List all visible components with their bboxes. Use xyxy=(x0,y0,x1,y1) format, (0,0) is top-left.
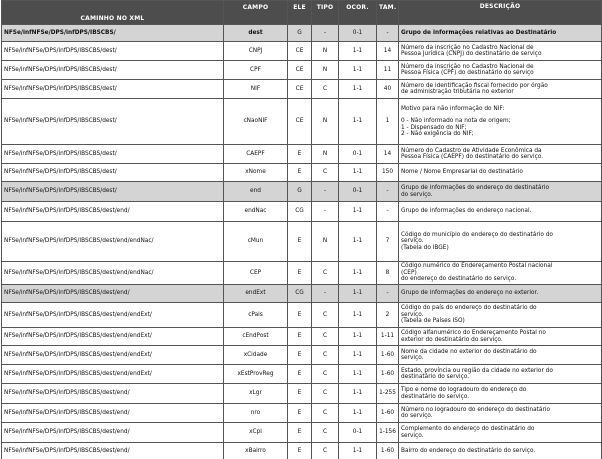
occurrence-cell: 1-1 xyxy=(339,99,377,145)
occurrence-cell: 1-1 xyxy=(339,365,377,384)
occurrence-cell: 1-1 xyxy=(339,384,377,404)
header-path: CAMINHO NO XML xyxy=(2,1,224,25)
field-cell: dest xyxy=(224,25,288,42)
field-cell: cPais xyxy=(224,303,288,328)
table-body xyxy=(2,25,602,459)
ele-cell: E xyxy=(288,365,312,384)
description-line: 0 - Não informado na nota de origem; xyxy=(401,118,511,125)
size-cell: 1-60 xyxy=(377,346,399,365)
type-cell: C xyxy=(312,303,339,328)
ele-cell: E xyxy=(288,328,312,346)
description-cell xyxy=(399,328,602,346)
description-cell xyxy=(399,164,602,182)
description-line: Bairro do endereço do destinatário do serviço. xyxy=(401,448,536,455)
type-cell: C xyxy=(312,423,339,443)
size-cell: 1-60 xyxy=(377,404,399,423)
field-cell: endNac xyxy=(224,202,288,222)
occurrence-cell: 1-1 xyxy=(339,303,377,328)
size-cell: 14 xyxy=(377,145,399,164)
description-cell xyxy=(399,384,602,404)
field-cell: CEP xyxy=(224,262,288,285)
path-cell: NFSe/infNFSe/DPS/infDPS/IBSCBS/dest/end/endNac/ xyxy=(2,222,224,262)
field-cell: cEndPost xyxy=(224,328,288,346)
field-cell: xLgr xyxy=(224,384,288,404)
description-line: Nome da cidade no exterior do destinatário do xyxy=(401,348,537,355)
table-row xyxy=(2,365,602,384)
occurrence-cell: 1-1 xyxy=(339,202,377,222)
size-cell: 14 xyxy=(377,42,399,61)
description-line: Tipo e nome do logradouro do endereço do xyxy=(401,387,527,394)
type-cell: N xyxy=(312,61,339,80)
description-cell xyxy=(399,404,602,423)
field-cell: CPF xyxy=(224,61,288,80)
description-line: Número do Cadastro de Atividade Econômica da xyxy=(401,147,542,154)
description-line: Número da inscrição no Cadastro Nacional de xyxy=(401,44,534,51)
description-line: serviço. xyxy=(401,238,424,245)
ele-cell: E xyxy=(288,145,312,164)
type-cell: C xyxy=(312,262,339,285)
field-cell: xNome xyxy=(224,164,288,182)
size-cell: 11 xyxy=(377,61,399,80)
ele-cell: E xyxy=(288,222,312,262)
size-cell: - xyxy=(377,25,399,42)
path-cell: NFSe/infNFSe/DPS/infDPS/IBSCBS/ xyxy=(2,25,224,42)
description-cell xyxy=(399,423,602,443)
size-cell: 1 xyxy=(377,99,399,145)
occurrence-cell: 1-1 xyxy=(339,443,377,459)
description-line: (Tabela de Países ISO) xyxy=(401,318,465,325)
description-cell xyxy=(399,145,602,164)
ele-cell: CG xyxy=(288,285,312,303)
description-cell xyxy=(399,61,602,80)
description-line: Estado, província ou região da cidade no exterior do xyxy=(401,367,553,374)
path-cell: NFSe/infNFSe/DPS/infDPS/IBSCBS/dest/end/ xyxy=(2,443,224,459)
table-row xyxy=(2,262,602,285)
description-line: (Tabela do IBGE) xyxy=(401,244,449,251)
size-cell: 8 xyxy=(377,262,399,285)
type-cell: - xyxy=(312,25,339,42)
table-row xyxy=(2,80,602,99)
description-line: Grupo de informações do endereço nacional. xyxy=(401,208,532,215)
table-row xyxy=(2,202,602,222)
description-cell xyxy=(399,303,602,328)
description-line: Código alfanumérico do Endereçamento Postal no xyxy=(401,330,546,337)
field-cell: cMun xyxy=(224,222,288,262)
path-cell: NFSe/infNFSe/DPS/infDPS/IBSCBS/dest/end/endExt/ xyxy=(2,303,224,328)
occurrence-cell: 1-1 xyxy=(339,222,377,262)
size-cell: 2 xyxy=(377,303,399,328)
size-cell: 1-255 xyxy=(377,384,399,404)
description-line: Número da inscrição no Cadastro Nacional de xyxy=(401,63,534,70)
description-line: Pessoa Física (CAEPF) do destinatário do serviço. xyxy=(401,154,544,160)
table-row xyxy=(2,285,602,303)
path-cell: NFSe/infNFSe/DPS/infDPS/IBSCBS/dest/end/ xyxy=(2,423,224,443)
header-description: DESCRIÇÃO xyxy=(399,1,602,25)
type-cell: C xyxy=(312,443,339,459)
occurrence-cell: 1-1 xyxy=(339,285,377,303)
path-cell: NFSe/infNFSe/DPS/infDPS/IBSCBS/dest/end/endExt/ xyxy=(2,328,224,346)
field-cell: nro xyxy=(224,404,288,423)
occurrence-cell: 0-1 xyxy=(339,25,377,42)
type-cell: C xyxy=(312,328,339,346)
description-line: Pessoa Física (CPF) do destinatário do serviço xyxy=(401,70,534,76)
ele-cell: E xyxy=(288,262,312,285)
type-cell: C xyxy=(312,404,339,423)
path-cell: NFSe/infNFSe/DPS/infDPS/IBSCBS/dest/end/ xyxy=(2,384,224,404)
occurrence-cell: 1-1 xyxy=(339,404,377,423)
type-cell: - xyxy=(312,182,339,202)
table-row xyxy=(2,145,602,164)
description-cell xyxy=(399,222,602,262)
description-line: 2 - Não exigência do NIF; xyxy=(401,130,474,137)
header-ele: ELE xyxy=(288,1,312,25)
description-cell xyxy=(399,346,602,365)
table-row xyxy=(2,182,602,202)
field-cell: xCidade xyxy=(224,346,288,365)
ele-cell: CG xyxy=(288,202,312,222)
header-type: TIPO xyxy=(312,1,339,25)
description-line: Número de identificação fiscal fornecido por órgão xyxy=(401,82,548,89)
type-cell: C xyxy=(312,164,339,182)
path-cell: NFSe/infNFSe/DPS/infDPS/IBSCBS/dest/end/endExt/ xyxy=(2,365,224,384)
size-cell: 1-60 xyxy=(377,365,399,384)
ele-cell: E xyxy=(288,164,312,182)
occurrence-cell: 0-1 xyxy=(339,145,377,164)
size-cell: 40 xyxy=(377,80,399,99)
type-cell: C xyxy=(312,365,339,384)
occurrence-cell: 0-1 xyxy=(339,182,377,202)
size-cell: 7 xyxy=(377,222,399,262)
table-row xyxy=(2,303,602,328)
type-cell: N xyxy=(312,145,339,164)
occurrence-cell: 1-1 xyxy=(339,164,377,182)
description-line: exterior do destinatário do serviço. xyxy=(401,336,503,343)
xml-fields-table xyxy=(1,0,602,459)
field-cell: xCpl xyxy=(224,423,288,443)
description-cell xyxy=(399,262,602,285)
field-cell: NIF xyxy=(224,80,288,99)
size-cell: 1-11 xyxy=(377,328,399,346)
description-cell xyxy=(399,365,602,384)
size-cell: 1-156 xyxy=(377,423,399,443)
table-row xyxy=(2,164,602,182)
ele-cell: E xyxy=(288,443,312,459)
description-line: Código do município do endereço do destinatário do xyxy=(401,231,553,238)
description-line: serviço. xyxy=(401,311,424,318)
ele-cell: CE xyxy=(288,80,312,99)
ele-cell: E xyxy=(288,346,312,365)
ele-cell: E xyxy=(288,384,312,404)
description-line: serviço. xyxy=(401,432,424,439)
header-row xyxy=(2,1,602,25)
type-cell: C xyxy=(312,346,339,365)
size-cell: 1-60 xyxy=(377,443,399,459)
type-cell: - xyxy=(312,202,339,222)
path-cell: NFSe/infNFSe/DPS/infDPS/IBSCBS/dest/end/ xyxy=(2,285,224,303)
ele-cell: CE xyxy=(288,99,312,145)
description-line: Grupo de informações relativas ao Destinatário xyxy=(401,29,557,36)
table-row xyxy=(2,42,602,61)
path-cell: NFSe/infNFSe/DPS/infDPS/IBSCBS/dest/ xyxy=(2,80,224,99)
type-cell: - xyxy=(312,285,339,303)
occurrence-cell: 1-1 xyxy=(339,346,377,365)
field-cell: CNPJ xyxy=(224,42,288,61)
occurrence-cell: 0-1 xyxy=(339,423,377,443)
description-line: do endereço do destinatário do serviço. xyxy=(401,276,517,283)
occurrence-cell: 1-1 xyxy=(339,42,377,61)
description-line: Pessoa Jurídica (CNPJ) do destinatário de serviço xyxy=(401,51,542,57)
path-cell: NFSe/infNFSe/DPS/infDPS/IBSCBS/dest/ xyxy=(2,164,224,182)
path-cell: NFSe/infNFSe/DPS/infDPS/IBSCBS/dest/ xyxy=(2,61,224,80)
table-row xyxy=(2,423,602,443)
description-line: Motivo para não informação do NIF: xyxy=(401,105,505,112)
size-cell: - xyxy=(377,202,399,222)
type-cell: C xyxy=(312,384,339,404)
description-line: Código do país do endereço do destinatário do xyxy=(401,305,537,312)
path-cell: NFSe/infNFSe/DPS/infDPS/IBSCBS/dest/ xyxy=(2,182,224,202)
path-cell: NFSe/infNFSe/DPS/infDPS/IBSCBS/dest/ xyxy=(2,99,224,145)
header-occurrence: OCOR. xyxy=(339,1,377,25)
occurrence-cell: 1-1 xyxy=(339,328,377,346)
description-line: Grupo de informações do endereço no exterior. xyxy=(401,290,539,297)
table-row xyxy=(2,404,602,423)
occurrence-cell: 1-1 xyxy=(339,61,377,80)
field-cell: endExt xyxy=(224,285,288,303)
header-size: TAM. xyxy=(377,1,399,25)
ele-cell: E xyxy=(288,404,312,423)
description-line: destinatário do serviço. xyxy=(401,393,470,400)
table-row xyxy=(2,328,602,346)
description-line: de administração tributária no exterior xyxy=(401,89,514,95)
path-cell: NFSe/infNFSe/DPS/infDPS/IBSCBS/dest/end/endExt/ xyxy=(2,346,224,365)
type-cell: N xyxy=(312,99,339,145)
path-cell: NFSe/infNFSe/DPS/infDPS/IBSCBS/dest/end/ xyxy=(2,202,224,222)
description-line: serviço. xyxy=(401,355,424,361)
header-field: CAMPO xyxy=(224,1,288,25)
size-cell: 150 xyxy=(377,164,399,182)
ele-cell: CE xyxy=(288,61,312,80)
description-cell xyxy=(399,285,602,303)
description-line: (CEP) xyxy=(401,269,417,276)
path-cell: NFSe/infNFSe/DPS/infDPS/IBSCBS/dest/ xyxy=(2,42,224,61)
description-line: destinatário do serviço. xyxy=(401,374,470,380)
field-cell: cNaoNIF xyxy=(224,99,288,145)
type-cell: N xyxy=(312,222,339,262)
description-cell xyxy=(399,182,602,202)
occurrence-cell: 1-1 xyxy=(339,262,377,285)
size-cell: - xyxy=(377,182,399,202)
description-line: Complemento do endereço do destinatário do xyxy=(401,426,535,433)
table-row xyxy=(2,222,602,262)
table-row xyxy=(2,384,602,404)
field-cell: CAEPF xyxy=(224,145,288,164)
type-cell: N xyxy=(312,42,339,61)
description-line: Número no logradouro do endereço do destinatário xyxy=(401,406,551,413)
description-cell xyxy=(399,443,602,459)
ele-cell: G xyxy=(288,25,312,42)
path-cell: NFSe/infNFSe/DPS/infDPS/IBSCBS/dest/end/ xyxy=(2,404,224,423)
table-row xyxy=(2,25,602,42)
description-line: Nome / Nome Empresarial do destinatário xyxy=(401,169,523,176)
occurrence-cell: 1-1 xyxy=(339,80,377,99)
description-cell xyxy=(399,202,602,222)
description-cell xyxy=(399,25,602,42)
table-header xyxy=(2,1,602,25)
ele-cell: G xyxy=(288,182,312,202)
type-cell: C xyxy=(312,80,339,99)
description-line: do serviço. xyxy=(401,413,433,419)
size-cell: - xyxy=(377,285,399,303)
table-row xyxy=(2,61,602,80)
table-row xyxy=(2,346,602,365)
path-cell: NFSe/infNFSe/DPS/infDPS/IBSCBS/dest/end/endNac/ xyxy=(2,262,224,285)
table-row xyxy=(2,99,602,145)
description-cell xyxy=(399,42,602,61)
description-cell xyxy=(399,80,602,99)
ele-cell: E xyxy=(288,303,312,328)
ele-cell: E xyxy=(288,423,312,443)
field-cell: xBairro xyxy=(224,443,288,459)
ele-cell: CE xyxy=(288,42,312,61)
path-cell: NFSe/infNFSe/DPS/infDPS/IBSCBS/dest/ xyxy=(2,145,224,164)
description-line: Grupo de informações do endereço do destinatário xyxy=(401,185,549,192)
description-cell xyxy=(399,99,602,145)
field-cell: end xyxy=(224,182,288,202)
description-line: do serviço. xyxy=(401,191,433,198)
field-cell: xEstProvReg xyxy=(224,365,288,384)
description-line: Código numérico do Endereçamento Postal nacional xyxy=(401,263,553,270)
description-line: 1 - Dispensado do NIF; xyxy=(401,124,467,131)
table-row xyxy=(2,443,602,459)
